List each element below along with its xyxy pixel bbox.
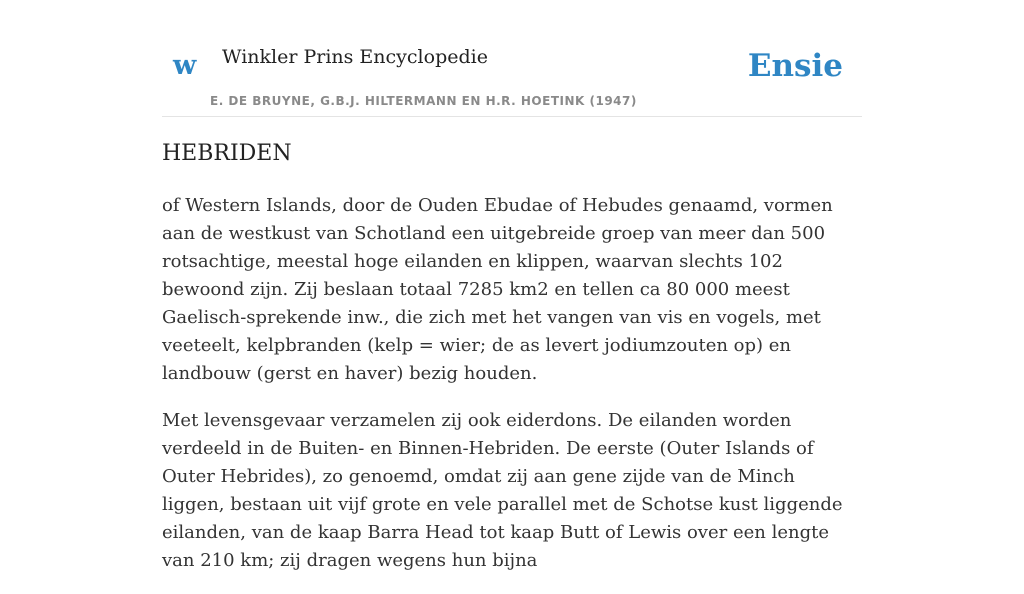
article-paragraph: of Western Islands, door de Ouden Ebudae of Hebudes genaamd, vormen aan de westkust van Schotland een uitgebreide groep van meer dan 500 rotsachtige, meestal hoge eilanden en klippen, waarvan slechts 102 bewoond zijn. Zij beslaan totaal 7285 km2 en tellen ca 80 000 meest Gaelisch-sprekende inw., die zich met het vangen van vis en vogels, met veeteelt, kelpbranden (kelp = wier; de as levert jodiumzouten op) en landbouw (gerst en haver) bezig houden. [162, 195, 833, 384]
encyclopedia-title[interactable]: Winkler Prins Encyclopedie [222, 46, 488, 68]
article-body [162, 192, 862, 594]
article-paragraph: Met levensgevaar verzamelen zij ook eiderdons. De eilanden worden verdeeld in de Buiten- en Binnen-Hebriden. De eerste (Outer Islands of Outer Hebrides), zo genoemd, omdat zij aan gene zijde van de Minch liggen, bestaan uit vijf grote en vele parallel met de Schotse kust liggende eilanden, van de kaap Barra Head tot kaap Butt of Lewis over een lengte van 210 km; zij dragen wegens hun bijna [162, 410, 843, 571]
encyclopedia-authors: E. DE BRUYNE, G.B.J. HILTERMANN EN H.R. HOETINK (1947) [210, 94, 637, 108]
encyclopedia-logo-icon[interactable]: w [173, 50, 197, 81]
header [162, 0, 862, 117]
page [162, 0, 862, 571]
article-headword: HEBRIDEN [162, 141, 292, 166]
ensie-logo[interactable]: Ensie [747, 48, 843, 84]
